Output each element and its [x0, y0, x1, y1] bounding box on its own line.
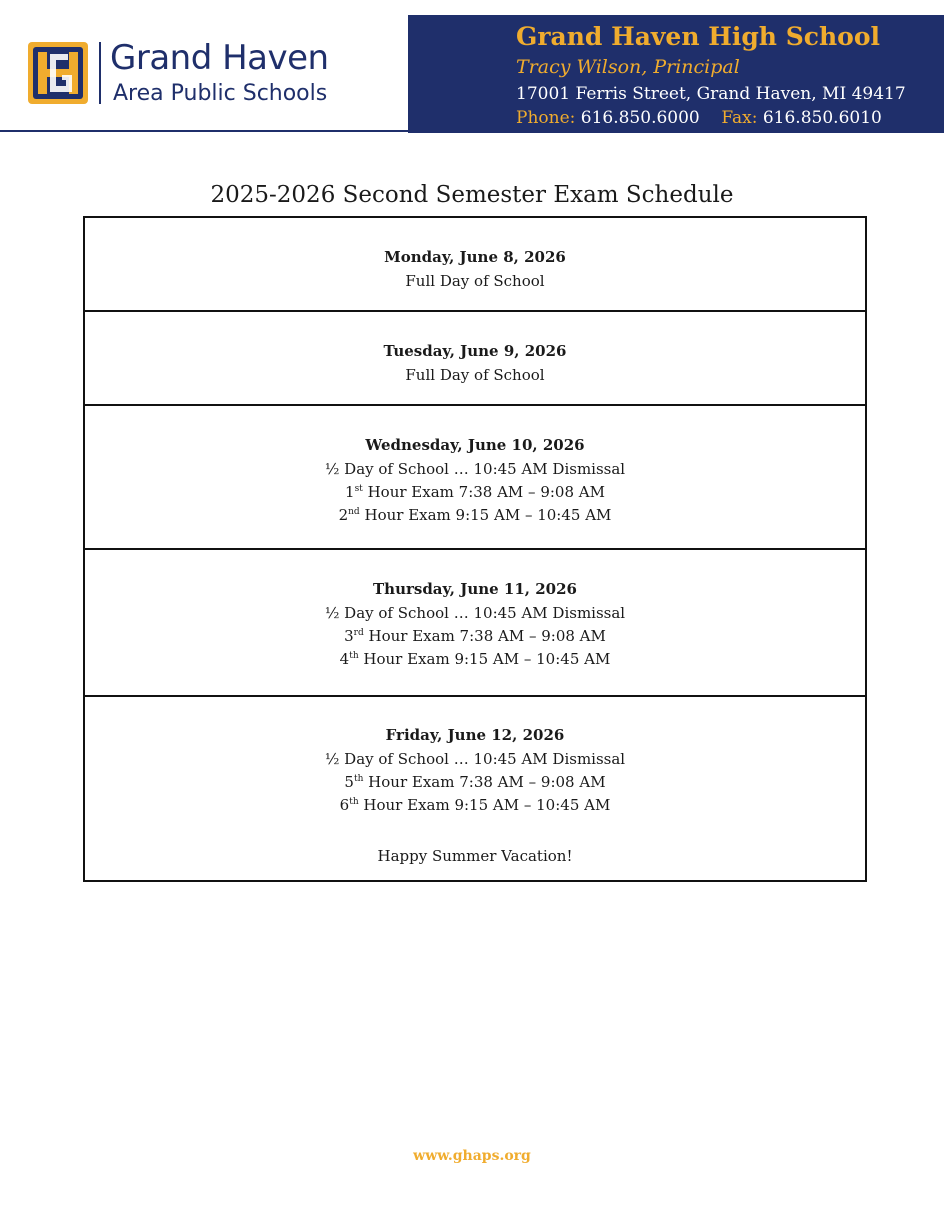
schedule-day-friday: [85, 697, 865, 880]
exam-hour-number: 5: [344, 773, 354, 791]
day-date: Thursday, June 11, 2026: [373, 580, 577, 598]
schedule-day-monday: [85, 218, 865, 312]
day-date: Tuesday, June 9, 2026: [383, 342, 567, 360]
logo-divider: [99, 42, 101, 104]
exam-hour-number: 6: [339, 796, 350, 814]
exam-line: [85, 648, 865, 671]
phone-label: Phone:: [516, 108, 576, 128]
exam-time: Hour Exam 9:15 AM – 10:45 AM: [364, 506, 612, 524]
letterhead: [0, 0, 944, 133]
phone-number: 616.850.6000: [580, 108, 700, 128]
schedule-day-tuesday: [85, 312, 865, 406]
day-note: ½ Day of School … 10:45 AM Dismissal: [324, 604, 626, 622]
exam-time: Hour Exam 9:15 AM – 10:45 AM: [363, 650, 611, 668]
exam-line: [85, 504, 865, 527]
day-date: Wednesday, June 10, 2026: [365, 436, 585, 454]
fax-label: Fax:: [721, 108, 758, 128]
district-subtitle: Area Public Schools: [113, 81, 328, 106]
exam-hour-suffix: th: [353, 774, 364, 784]
exam-time: Hour Exam 9:15 AM – 10:45 AM: [363, 796, 611, 814]
exam-time: Hour Exam 7:38 AM – 9:08 AM: [368, 773, 606, 791]
exam-hour-number: 1: [345, 483, 355, 501]
exam-hour-number: 2: [338, 506, 349, 524]
page-title: 2025-2026 Second Semester Exam Schedule: [210, 182, 734, 208]
contact-line: [516, 107, 882, 129]
day-note: Full Day of School: [405, 366, 545, 384]
exam-hour-suffix: th: [349, 797, 359, 807]
exam-hour-number: 4: [339, 650, 350, 668]
school-name: Grand Haven High School: [516, 22, 880, 51]
day-date: Friday, June 12, 2026: [385, 726, 565, 744]
exam-hour-suffix: nd: [348, 507, 360, 517]
day-date: Monday, June 8, 2026: [384, 248, 566, 266]
day-note: ½ Day of School … 10:45 AM Dismissal: [324, 460, 626, 478]
fax-number: 616.850.6010: [762, 108, 882, 128]
closing-message: Happy Summer Vacation!: [377, 847, 573, 865]
district-name: Grand Haven: [110, 38, 329, 78]
exam-line: [85, 794, 865, 817]
exam-schedule-table: [83, 216, 867, 882]
principal-name: Tracy Wilson, Principal: [516, 56, 740, 78]
school-address: 17001 Ferris Street, Grand Haven, MI 49417: [516, 84, 906, 104]
exam-hour-number: 3: [344, 627, 354, 645]
gh-monogram-logo-icon: [26, 40, 90, 106]
exam-time: Hour Exam 7:38 AM – 9:08 AM: [368, 627, 606, 645]
exam-hour-suffix: th: [349, 651, 359, 661]
day-note: ½ Day of School … 10:45 AM Dismissal: [324, 750, 626, 768]
day-note: Full Day of School: [405, 272, 545, 290]
exam-hour-suffix: st: [354, 484, 363, 494]
exam-time: Hour Exam 7:38 AM – 9:08 AM: [367, 483, 605, 501]
schedule-day-thursday: [85, 550, 865, 697]
district-branding: [0, 0, 408, 132]
exam-hour-suffix: rd: [353, 628, 364, 638]
school-info-banner: [408, 15, 944, 133]
website-link[interactable]: www.ghaps.org: [413, 1148, 531, 1164]
exam-line: [85, 771, 865, 794]
exam-line: [85, 481, 865, 504]
exam-line: [85, 625, 865, 648]
schedule-day-wednesday: [85, 406, 865, 550]
